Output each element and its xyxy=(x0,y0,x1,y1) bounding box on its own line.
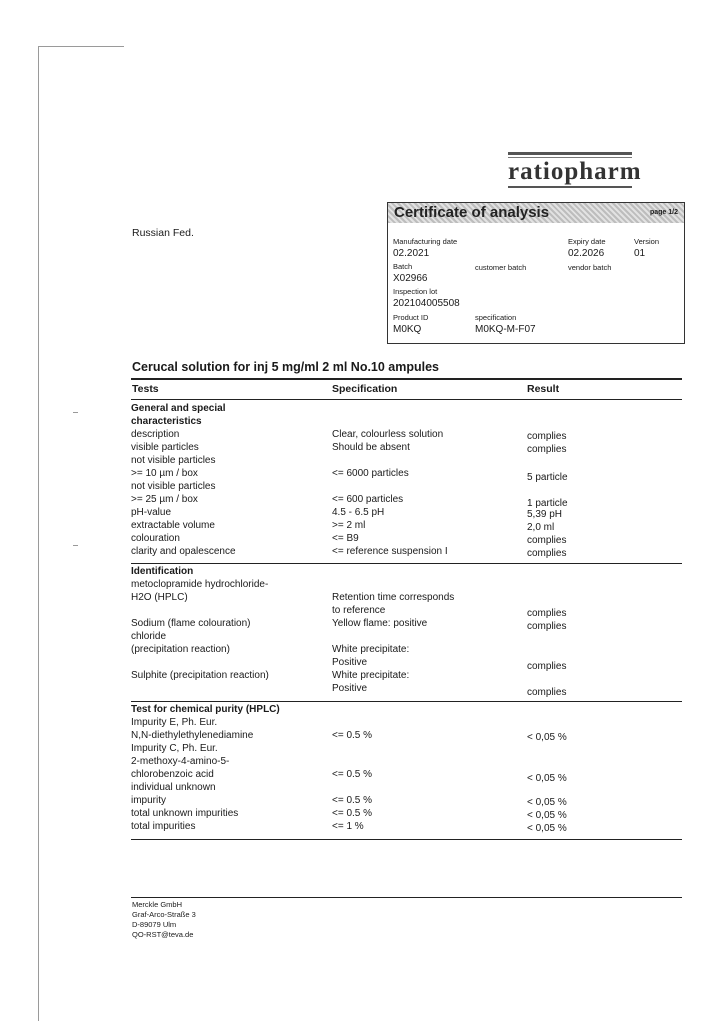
table-cell-spec: <= 0.5 % xyxy=(332,769,373,780)
company-city: D-89079 Ulm xyxy=(132,920,177,929)
table-cell-test: metoclopramide hydrochloride- xyxy=(131,579,269,590)
table-cell-spec: Clear, colourless solution xyxy=(332,429,444,440)
expiry-date-label: Expiry date xyxy=(568,237,606,246)
table-cell-result: 1 particle xyxy=(527,498,568,509)
table-cell-test: >= 10 µm / box xyxy=(131,468,198,479)
table-cell-result: complies xyxy=(527,535,567,546)
certificate-title: Certificate of analysis xyxy=(394,204,550,221)
scan-mark xyxy=(73,545,78,546)
table-cell-result: < 0,05 % xyxy=(527,810,567,821)
table-cell-spec: Positive xyxy=(332,657,368,668)
inspection-lot-label: Inspection lot xyxy=(393,287,438,296)
scan-mark xyxy=(73,412,78,413)
table-cell-test: N,N-diethylethylenediamine xyxy=(131,730,254,741)
table-cell-result: 2,0 ml xyxy=(527,522,555,533)
version: 01 xyxy=(634,248,646,259)
table-cell-test: Sulphite (precipitation reaction) xyxy=(131,670,269,681)
batch: X02966 xyxy=(393,273,428,284)
vendor-batch-label: vendor batch xyxy=(568,263,612,272)
product-id-label: Product ID xyxy=(393,313,429,322)
table-cell-test: Impurity E, Ph. Eur. xyxy=(131,717,218,728)
table-cell-result: < 0,05 % xyxy=(527,797,567,808)
column-header-tests: Tests xyxy=(132,383,159,395)
table-cell-test: extractable volume xyxy=(131,520,215,531)
table-cell-result: 5,39 pH xyxy=(527,509,563,520)
table-cell-spec: Retention time corresponds xyxy=(332,592,455,603)
divider xyxy=(131,839,682,840)
table-cell-result: 5 particle xyxy=(527,472,568,483)
certificate-box xyxy=(387,202,685,344)
table-cell-spec: <= 0.5 % xyxy=(332,808,373,819)
divider xyxy=(131,378,682,380)
table-cell-test: Impurity C, Ph. Eur. xyxy=(131,743,218,754)
divider xyxy=(131,897,682,898)
page-indicator: page 1/2 xyxy=(649,209,678,216)
manufacturing-date-label: Manufacturing date xyxy=(393,237,458,246)
table-cell-spec: Yellow flame: positive xyxy=(332,618,428,629)
footer-address xyxy=(132,900,196,940)
table-cell-test: chloride xyxy=(131,631,167,642)
table-cell-spec: <= 0.5 % xyxy=(332,795,373,806)
manufacturing-date: 02.2021 xyxy=(393,248,430,259)
table-cell-test: Test for chemical purity (HPLC) xyxy=(131,704,280,715)
table-cell-result: complies xyxy=(527,608,567,619)
expiry-date: 02.2026 xyxy=(568,248,605,259)
table-cell-test: individual unknown xyxy=(131,782,216,793)
scan-edge-top xyxy=(38,46,124,47)
table-cell-test: pH-value xyxy=(131,507,172,518)
table-cell-test: not visible particles xyxy=(131,481,216,492)
certificate-header xyxy=(388,203,684,223)
table-cell-test: description xyxy=(131,429,180,440)
table-cell-result: < 0,05 % xyxy=(527,823,567,834)
divider xyxy=(131,563,682,564)
table-cell-test: total unknown impurities xyxy=(131,808,239,819)
column-header-result: Result xyxy=(527,383,560,395)
table-cell-spec: Should be absent xyxy=(332,442,410,453)
company-street: Graf-Arco-Straße 3 xyxy=(132,910,196,919)
table-cell-result: complies xyxy=(527,431,567,442)
customer-batch-label: customer batch xyxy=(475,263,527,272)
table-cell-spec: Positive xyxy=(332,683,368,694)
table-cell-test: (precipitation reaction) xyxy=(131,644,230,655)
table-cell-spec: <= 600 particles xyxy=(332,494,404,505)
table-cell-spec: <= reference suspension I xyxy=(332,546,448,557)
table-cell-test: clarity and opalescence xyxy=(131,546,236,557)
table-cell-spec: White precipitate: xyxy=(332,670,410,681)
table-cell-spec: to reference xyxy=(332,605,386,616)
table-cell-test: Sodium (flame colouration) xyxy=(131,618,251,629)
table-cell-test: >= 25 µm / box xyxy=(131,494,198,505)
table-cell-result: < 0,05 % xyxy=(527,732,567,743)
table-cell-test: General and special xyxy=(131,403,226,414)
table-cell-spec: >= 2 ml xyxy=(332,520,366,531)
divider xyxy=(131,399,682,400)
table-cell-test: characteristics xyxy=(131,416,202,427)
table-cell-test: Identification xyxy=(131,566,194,577)
batch-label: Batch xyxy=(393,262,413,271)
table-cell-spec: 4.5 - 6.5 pH xyxy=(332,507,385,518)
table-cell-test: not visible particles xyxy=(131,455,216,466)
table-cell-spec: <= 6000 particles xyxy=(332,468,409,479)
brand-name: ratiopharm xyxy=(508,158,642,185)
brand-logo xyxy=(508,152,642,188)
company-email: QO-RST@teva.de xyxy=(132,930,194,939)
table-cell-spec: <= B9 xyxy=(332,533,359,544)
specification-code: M0KQ-M-F07 xyxy=(475,324,536,335)
table-cell-test: chlorobenzoic acid xyxy=(131,769,214,780)
table-cell-test: 2-methoxy-4-amino-5- xyxy=(131,756,230,767)
table-cell-spec: <= 0.5 % xyxy=(332,730,373,741)
table-cell-test: colouration xyxy=(131,533,180,544)
table-cell-result: complies xyxy=(527,548,567,559)
company-name: Merckle GmbH xyxy=(132,900,183,909)
table-cell-test: total impurities xyxy=(131,821,196,832)
inspection-lot: 202104005508 xyxy=(393,298,460,309)
scan-edge-left xyxy=(38,46,39,1021)
product-id: M0KQ xyxy=(393,324,422,335)
table-cell-test: H2O (HPLC) xyxy=(131,592,188,603)
version-label: Version xyxy=(634,237,660,246)
table-cell-result: complies xyxy=(527,687,567,698)
table-cell-spec: White precipitate: xyxy=(332,644,410,655)
destination-country: Russian Fed. xyxy=(132,227,194,239)
specification-label: specification xyxy=(475,313,517,322)
table-cell-result: < 0,05 % xyxy=(527,773,567,784)
table-cell-result: complies xyxy=(527,661,567,672)
table-cell-test: impurity xyxy=(131,795,167,806)
column-header-specification: Specification xyxy=(332,383,398,395)
table-cell-spec: <= 1 % xyxy=(332,821,364,832)
table-cell-test: visible particles xyxy=(131,442,199,453)
product-title: Cerucal solution for inj 5 mg/ml 2 ml No.10 ampules xyxy=(132,360,440,374)
table-cell-result: complies xyxy=(527,444,567,455)
divider xyxy=(131,701,682,702)
table-cell-result: complies xyxy=(527,621,567,632)
